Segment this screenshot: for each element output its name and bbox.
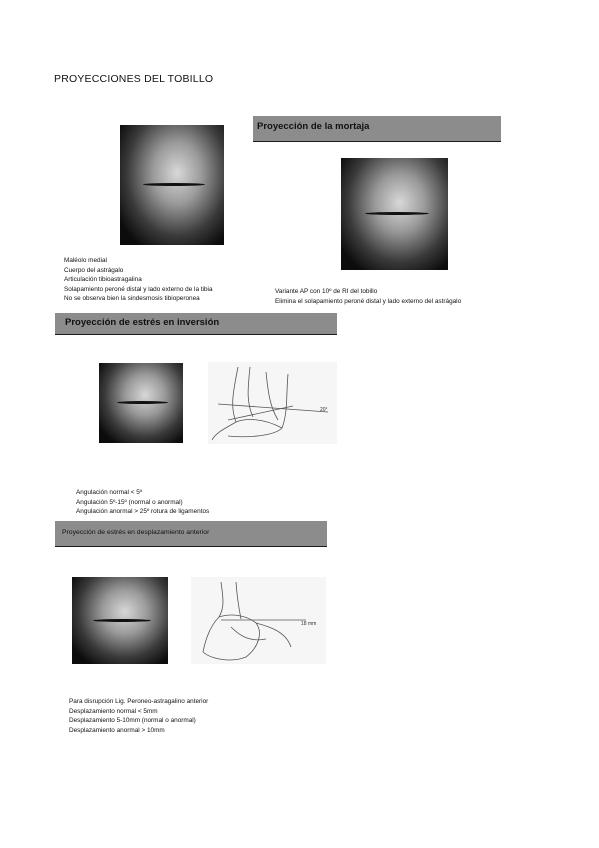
ap-caption-line: Articulación tibioastragalina (64, 276, 142, 284)
inversion-diagram-sketch (208, 362, 337, 444)
inversion-caption (76, 488, 209, 517)
page-title: PROYECCIONES DEL TOBILLO (54, 73, 214, 85)
anterior-caption-line: Desplazamiento normal < 5mm (69, 707, 158, 715)
ap-caption-line: Maléolo medial (64, 257, 107, 264)
mortaja-caption-line: Variante AP con 10º de RI del tobillo (275, 288, 378, 295)
mortaja-caption (275, 287, 461, 306)
anterior-heading: Proyección de estrés en desplazamiento anterior (62, 529, 210, 536)
mortaja-caption-line: Elimina el solapamiento peroné distal y lado externo del astrágalo (275, 297, 462, 305)
anterior-caption-line: Para disrupción Lig. Peroneo-astragalino anterior (69, 698, 209, 705)
inversion-caption-line: Angulación 5º-15º (normal o anormal) (76, 498, 183, 506)
anterior-caption-line: Desplazamiento 5-10mm (normal o anormal) (69, 717, 196, 725)
inversion-heading: Proyección de estrés en inversión (65, 317, 220, 328)
anterior-caption-line: Desplazamiento anormal > 10mm (69, 726, 165, 734)
ap-caption-line: Cuerpo del astrágalo (64, 266, 124, 274)
inversion-caption-line: Angulación normal < 5º (76, 489, 143, 496)
anterior-diagram-sketch (191, 577, 326, 664)
anterior-drawer-xray-image (72, 577, 168, 664)
inversion-section-header (55, 313, 337, 335)
ankle-ap-xray-image (120, 125, 224, 245)
ap-caption (64, 256, 213, 304)
mortise-view-xray-image (341, 158, 448, 270)
inversion-caption-line: Angulación anormal > 25º rotura de ligamentos (76, 508, 210, 516)
inversion-diagram-label: 20° (320, 407, 328, 413)
anterior-diagram-label: 18 mm (301, 621, 317, 627)
ap-caption-line: Solapamiento peroné distal y lado externo de la tibia (64, 285, 213, 293)
inversion-stress-xray-image (99, 363, 183, 443)
anterior-stress-diagram (191, 577, 326, 664)
mortaja-heading: Proyección de la mortaja (257, 121, 370, 132)
anterior-caption (69, 697, 208, 735)
anterior-section-header (55, 521, 327, 547)
mortaja-section-header (253, 116, 501, 142)
inversion-stress-diagram (208, 362, 337, 444)
ap-caption-line: No se observa bien la sindesmosis tibioperonea (64, 295, 200, 303)
